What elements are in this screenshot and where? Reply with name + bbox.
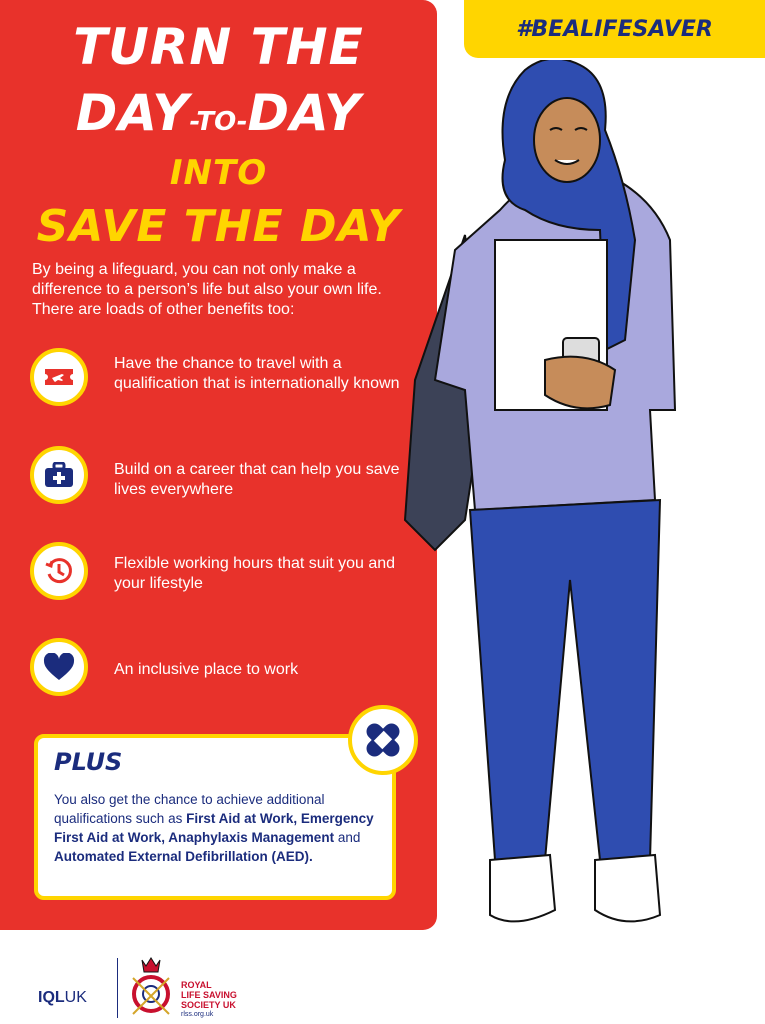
heart-icon [30,638,88,696]
hashtag-banner: #BEALIFESAVER [464,0,765,58]
intro-text: By being a lifeguard, you can not only make a difference to a person’s life but also your own life. There are loads of other benefits too: [32,261,382,318]
headline-line-2: DAY-TO-DAY [75,84,362,142]
rlss-logo-text: ROYAL LIFE SAVING SOCIETY UK rlss.org.uk [181,980,237,1018]
iql-uk-logo: IQLUK [38,989,87,1006]
rlss-crest-logo [128,956,174,1020]
benefit-text: Build on a career that can help you save lives everywhere [114,461,400,498]
medical-kit-icon [30,446,88,504]
lifeguard-illustration [395,60,695,940]
headline-line-3: INTO [169,153,268,193]
plus-text: You also get the chance to achieve additional qualifications such as First Aid at Work, Emergency First Aid at Work, Anaphylaxis Management and Automated External Defibrillation (AED). [54,792,374,864]
plus-box [34,734,396,900]
footer-divider [117,958,118,1018]
plane-ticket-icon [30,348,88,406]
benefit-text: Have the chance to travel with a qualification that is internationally known [114,355,400,392]
clock-icon [30,542,88,600]
headline-line-4: SAVE THE DAY [36,201,401,252]
plus-title: PLUS [54,748,123,776]
headline-line-1: TURN THE [73,18,364,76]
benefit-text: An inclusive place to work [114,661,299,678]
benefit-text: Flexible working hours that suit you and your lifestyle [114,555,396,592]
